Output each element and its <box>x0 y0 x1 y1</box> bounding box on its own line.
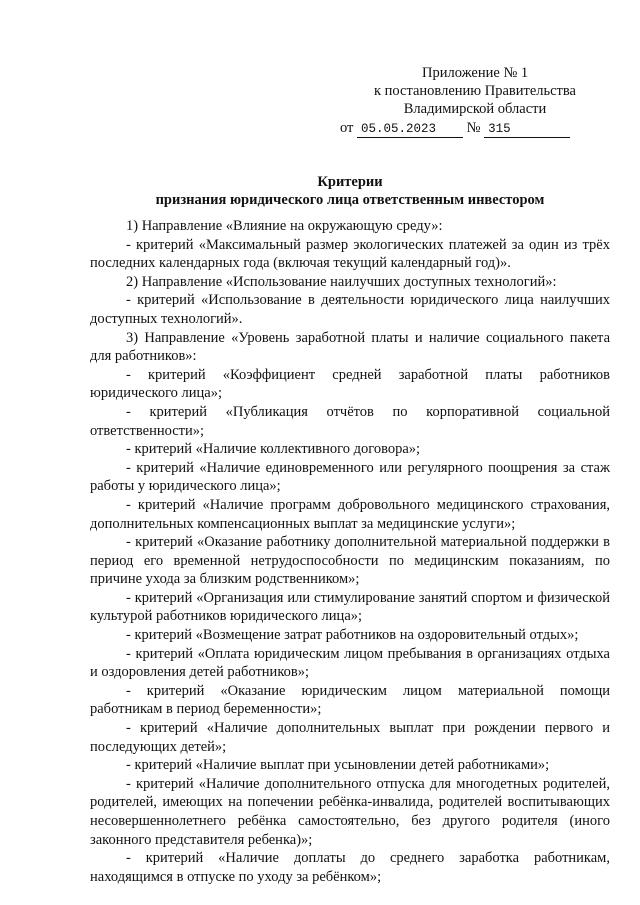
criterion-item: - критерий «Оплата юридическим лицом пребывания в организациях отдыха и оздоровления детей работников»; <box>90 645 610 681</box>
direction-3: 3) Направление «Уровень заработной платы и наличие социального пакета для работников»: <box>90 329 610 365</box>
criterion-item: - критерий «Наличие единовременного или регулярного поощрения за стаж работы у юридического лица»; <box>90 459 610 495</box>
document-body <box>90 217 610 886</box>
region-name: Владимирской области <box>403 101 547 117</box>
title-line-2: признания юридического лица ответственным инвестором <box>155 192 545 208</box>
document-title <box>90 173 610 209</box>
criterion-item: - критерий «Оказание работнику дополнительной материальной поддержки в период его временной нетрудоспособности по медицинским показаниям, по причине ухода за близким родственником»; <box>90 534 610 588</box>
date-number-line <box>340 119 610 138</box>
criterion-item: - критерий «Наличие доплаты до среднего заработка работникам, находящимся в отпуске по уходу за ребёнком»; <box>90 850 610 885</box>
criterion-item: - критерий «Возмещение затрат работников на оздоровительный отдых»; <box>126 627 579 644</box>
title-line-1: Критерии <box>317 174 383 190</box>
criterion-item: - критерий «Максимальный размер экологических платежей за один из трёх последних календарных года (включая текущий календарный год)». <box>90 236 610 272</box>
criterion-item: - критерий «Наличие выплат при усыновлении детей работниками»; <box>126 757 550 774</box>
date-value: 05.05.2023 <box>357 122 463 138</box>
resolution-reference: к постановлению Правительства <box>374 83 576 99</box>
number-value: 315 <box>484 122 570 138</box>
criterion-item: - критерий «Наличие коллективного договора»; <box>126 441 421 458</box>
criterion-item: - критерий «Организация или стимулирование занятий спортом и физической культурой работников юридического лица»; <box>90 589 610 625</box>
appendix-header <box>340 64 610 138</box>
criterion-item: - критерий «Коэффициент средней заработной платы работников юридического лица»; <box>90 366 610 402</box>
date-prefix: от <box>340 120 354 136</box>
criterion-item: - критерий «Оказание юридическим лицом материальной помощи работникам в период беременности»; <box>90 682 610 718</box>
criterion-item: - критерий «Наличие дополнительного отпуска для многодетных родителей, родителей, имеющих на попечении ребёнка-инвалида, родителей воспитывающих несовершеннолетнего ребёнка самостоятельно, без другого родителя (иного законного представителя ребенка)»; <box>90 775 610 848</box>
direction-1: 1) Направление «Влияние на окружающую среду»: <box>126 218 443 234</box>
direction-2: 2) Направление «Использование наилучших доступных технологий»: <box>126 273 557 290</box>
criterion-item: - критерий «Использование в деятельности юридического лица наилучших доступных технологий». <box>90 292 610 327</box>
criterion-item: - критерий «Наличие дополнительных выплат при рождении первого и последующих детей»; <box>90 720 610 755</box>
appendix-number: Приложение № 1 <box>422 65 529 81</box>
criterion-item: - критерий «Наличие программ добровольного медицинского страхования, дополнительных компенсационных выплат за медицинские услуги»; <box>90 496 610 532</box>
number-prefix: № <box>466 120 481 136</box>
criterion-item: - критерий «Публикация отчётов по корпоративной социальной ответственности»; <box>90 403 610 439</box>
